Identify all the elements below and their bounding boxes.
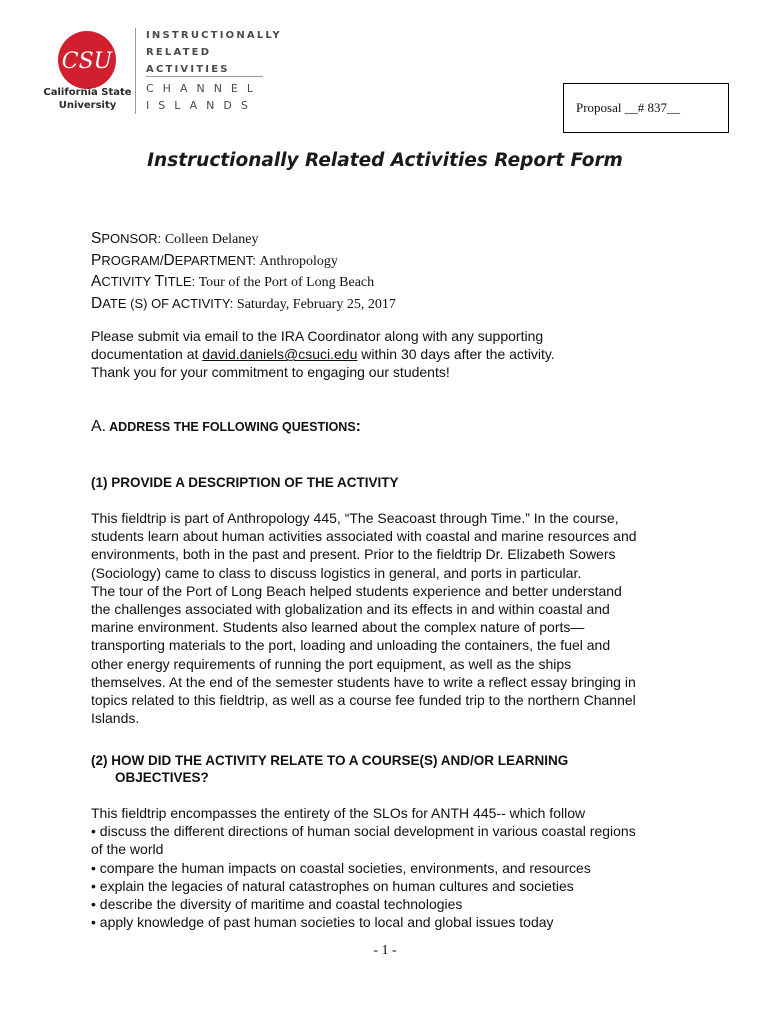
q1-line: (Sociology) came to class to discuss logistics in general, and ports in particular. [91, 564, 582, 581]
activity-title-value: Tour of the Port of Long Beach [198, 275, 375, 290]
submission-instructions [91, 327, 691, 382]
title-label-cap: T [154, 273, 165, 290]
logo-text: CSU [61, 49, 113, 74]
csu-logo [58, 31, 116, 89]
campus-line-1: CHANNEL [146, 82, 263, 95]
sponsor-label: PONSOR: [101, 231, 162, 246]
logo-divider-vertical [135, 28, 136, 114]
csu-logo-mark [58, 31, 116, 89]
q1-line: environments, both in the past and present. Prior to the fieldtrip Dr. Elizabeth Sowers [91, 546, 616, 563]
coordinator-email-link[interactable]: david.daniels@csuci.edu [202, 346, 358, 363]
ira-line-3: ACTIVITIES [146, 64, 230, 75]
sponsor-label-cap: S [91, 230, 102, 247]
instructions-line-1: Please submit via email to the IRA Coordinator along with any supporting [91, 328, 544, 344]
university-line-2: University [58, 100, 117, 111]
form-title: Instructionally Related Activities Report Form [147, 150, 623, 171]
date-label: ATE (S) OF ACTIVITY: [102, 295, 234, 311]
sponsor-row [91, 229, 396, 251]
slo-item: • apply knowledge of past human societies to local and global issues today [91, 914, 554, 931]
question-2-answer [91, 804, 691, 931]
slo-item: • discuss the different directions of human social development in various coastal regions [91, 823, 636, 840]
department-label-cap: D [163, 251, 175, 269]
campus-line-2: ISLANDS [146, 99, 257, 112]
slo-item-continued: of the world [91, 841, 164, 858]
date-value: Saturday, February 25, 2017 [236, 296, 396, 312]
proposal-number: Proposal __# 837__ [576, 100, 680, 115]
date-row [91, 294, 396, 316]
q2-heading-line-2: OBJECTIVES? [115, 770, 209, 785]
program-label: ROGRAM/ [101, 252, 164, 268]
instructions-line-3: Thank you for your commitment to engaging our students! [91, 364, 450, 381]
activity-info [91, 229, 396, 315]
question-2-heading [91, 752, 568, 786]
ira-line-1: INSTRUCTIONALLY [146, 30, 282, 41]
activity-label: CTIVITY [101, 274, 155, 289]
sponsor-value: Colleen Delaney [164, 232, 259, 247]
program-label-cap: P [91, 251, 102, 269]
slo-item: • explain the legacies of natural catastrophes on human cultures and societies [91, 877, 574, 894]
q1-line: This fieldtrip is part of Anthropology 445, “The Seacoast through Time.” In the course, [91, 510, 619, 526]
instructions-line-2 [91, 345, 691, 363]
proposal-number-box [563, 83, 729, 133]
question-1-answer [91, 509, 691, 727]
activity-title-row [91, 272, 396, 294]
university-name [40, 86, 135, 112]
q1-line: marine environment. Students also learned about the complex nature of ports— [91, 619, 585, 636]
q1-line: students learn about human activities associated with coastal and marine resources and [91, 528, 637, 545]
page-number: - 1 - [373, 943, 397, 958]
section-a-text: ADDRESS THE FOLLOWING QUESTIONS [106, 420, 356, 434]
university-line-1: California State [43, 87, 132, 98]
section-a-heading [91, 418, 361, 436]
q1-line: The tour of the Port of Long Beach helped students experience and better understand [91, 582, 622, 599]
ira-line-2: RELATED [146, 47, 212, 58]
q1-line: other energy requirements of running the port equipment, as well as the ships [91, 655, 572, 672]
channel-islands-wordmark [146, 80, 262, 114]
department-label: EPARTMENT: [174, 252, 256, 268]
q1-line: topics related to this fieldtrip, as well as a course fee funded trip to the northern Channel [91, 692, 636, 709]
logo-divider-horizontal [146, 76, 263, 77]
instructions-line-2-post: within 30 days after the activity. [357, 346, 555, 363]
date-label-cap: D [91, 294, 103, 312]
section-a-letter: A. [91, 418, 107, 435]
section-a-colon: : [355, 418, 361, 435]
slo-item: • compare the human impacts on coastal societies, environments, and resources [91, 859, 591, 876]
program-value: Anthropology [259, 253, 338, 269]
title-label: ITLE: [164, 274, 196, 289]
question-1-heading: (1) PROVIDE A DESCRIPTION OF THE ACTIVITY [91, 475, 399, 490]
activity-label-cap: A [91, 273, 102, 290]
q1-line: themselves. At the end of the semester students have to write a reflect essay bringing in [91, 673, 636, 690]
q1-line: Islands. [91, 710, 140, 727]
program-row [91, 251, 396, 273]
ira-wordmark [146, 27, 282, 78]
q2-line: This fieldtrip encompasses the entirety of the SLOs for ANTH 445-- which follow [91, 805, 586, 821]
q1-line: the challenges associated with globalization and its effects in and within coastal and [91, 601, 610, 618]
q2-heading-line-1: (2) HOW DID THE ACTIVITY RELATE TO A COURSE(S) AND/OR LEARNING [91, 753, 569, 768]
instructions-line-2-pre: documentation at [91, 346, 203, 363]
slo-item: • describe the diversity of maritime and coastal technologies [91, 896, 463, 913]
q1-line: transporting materials to the port, loading and unloading the containers, the fuel and [91, 637, 611, 654]
